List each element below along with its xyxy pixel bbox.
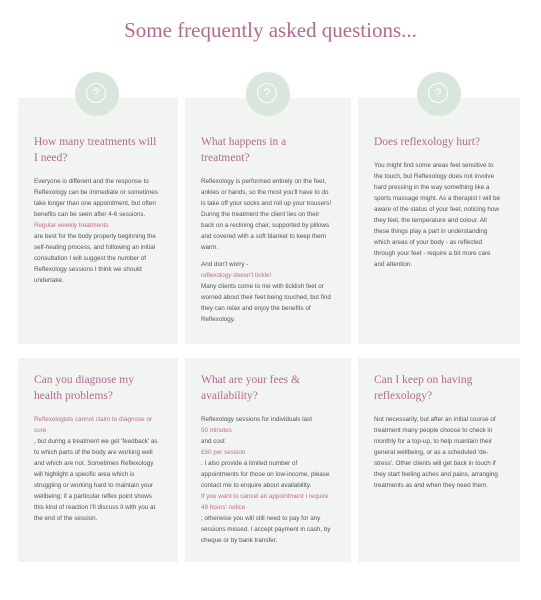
question-icon: ? (428, 83, 448, 103)
faq-card-treatments (18, 98, 178, 344)
faq-question: Can I keep on having reflexology? (374, 374, 473, 402)
question-icon: ? (257, 83, 277, 103)
faq-link[interactable]: Regular weekly treatments (34, 222, 109, 229)
faq-answer: . I also provide a limited number of appointments for those on low-income, please contact me to enquire about availability. (201, 460, 330, 489)
faq-answer: Reflexology sessions for individuals last (201, 416, 312, 423)
faq-answer: , but during a treatment we get 'feedback' as to which parts of the body are working well and which are not. Sometimes Reflexology will highlight a specific area which is struggling or working hard to maintain your wellbeing; if a particular reflex point shows this kind of reaction I'll discuss it with you at the end of the session. (34, 438, 158, 522)
faq-link[interactable]: £60 per session (201, 449, 246, 456)
faq-card-keep-having (358, 358, 520, 562)
faq-answer: are best for the body properly beginning the self-healing process, and following an initial consultation I will suggest the number of Reflexology sessions I think we should undertake. (34, 233, 156, 284)
faq-card-fees (185, 358, 351, 562)
faq-answer: Everyone is different and the response to Reflexology can be immediate or sometimes take longer than one appointment, but often benefits can be seen after 4-6 sessions. (34, 178, 158, 218)
faq-link[interactable]: 50 minutes (201, 427, 232, 434)
faq-link[interactable]: Reflexologists cannot claim to diagnose or cure (34, 416, 152, 434)
faq-answer: You might find some areas feel sensitive to the touch, but Reflexology does not involve hard pressing in the way something like a sports massage might. As a therapist I will be aware of the status of your feet, noticing how they feel, the temperature and colour. All these things play a part in understanding which areas of your body - as reflected through your feet - require a bit more care and attention. (374, 162, 500, 268)
faq-question: How many treatments will I need? (34, 136, 157, 164)
faq-question: What are your fees & availability? (201, 374, 300, 402)
faq-answer: And don't worry - (201, 261, 249, 268)
faq-link[interactable]: reflexology doesn't tickle! (201, 272, 272, 279)
faq-question: What happens in a treatment? (201, 136, 287, 164)
question-icon: ? (86, 83, 106, 103)
faq-answer: Not necessarily, but after an initial course of treatment many people choose to check in monthly for a top-up, to help maintain their general wellbeing, or as a scheduled 'de-stress'. Other clients will get back in touch if they start feeling aches and pains, arranging treatments as and when they need them. (374, 416, 498, 489)
faq-card-hurt (358, 98, 520, 344)
faq-link[interactable]: If you want to cancel an appointment I require 48 hours' notice (201, 493, 329, 511)
faq-card-diagnose (18, 358, 178, 562)
question-icon-circle (246, 72, 290, 116)
faq-card-what-happens (185, 98, 351, 344)
question-icon-circle (417, 72, 461, 116)
faq-answer: ; otherwise you will still need to pay for any sessions missed. I accept payment in cash, by cheque or by bank transfer. (201, 515, 331, 544)
question-icon-circle (75, 72, 119, 116)
faq-question: Does reflexology hurt? (374, 136, 481, 148)
faq-question: Can you diagnose my health problems? (34, 374, 134, 402)
faq-answer: Reflexology is performed entirely on the feet, ankles or hands, so the most you'll have to do is take off your socks and roll up your trousers! During the treatment the client lies on their back on a reclining chair, supported by pillows and covered with a soft blanket to keep them warm. (201, 178, 332, 251)
page-title: Some frequently asked questions... (124, 18, 417, 42)
faq-answer: Many clients come to me with ticklish feet or worried about their feet being touched, but find they can relax and enjoy the benefits of Reflexology. (201, 283, 331, 323)
faq-answer: and cost (201, 438, 225, 445)
